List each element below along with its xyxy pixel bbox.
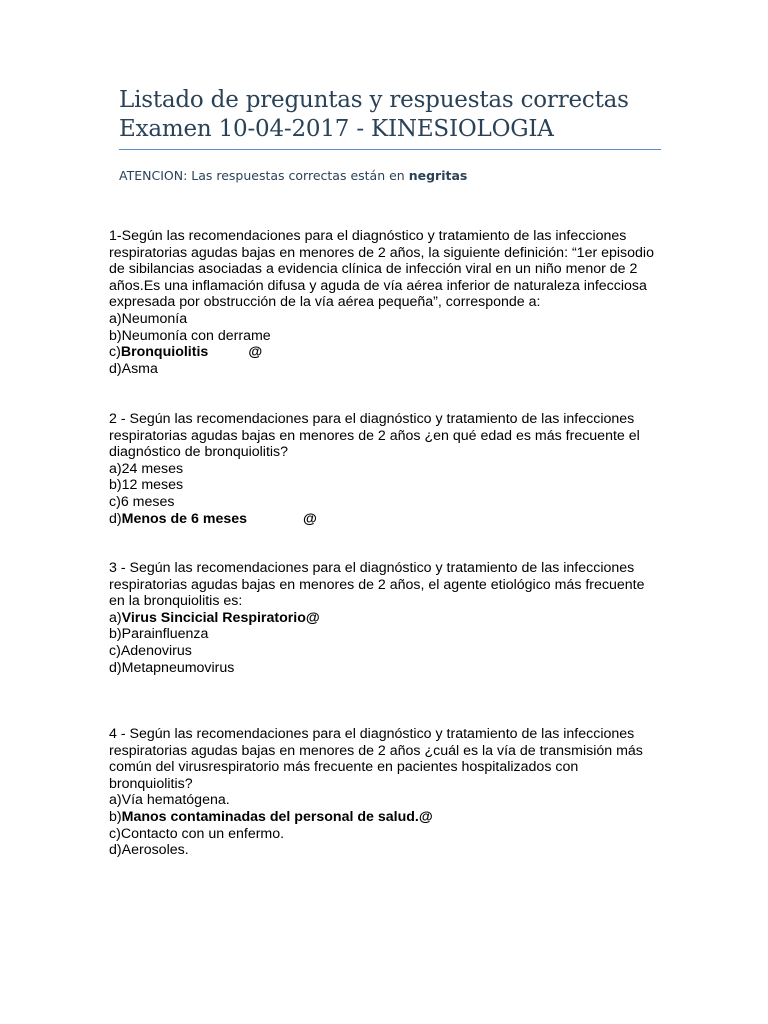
question-3 — [109, 560, 645, 676]
question-1-option-c-correct: c)Bronquiolitis @ — [109, 344, 263, 361]
question-2-text: 2 - Según las recomendaciones para el diagnóstico y tratamiento de las infecciones respiratorias agudas bajas en menores de 2 años ¿en qué edad es más frecuente el diagnóstico de bronquiolitis? — [109, 411, 640, 461]
question-1-option-a: a)Neumonía — [109, 310, 188, 327]
question-4 — [109, 726, 643, 859]
question-3-option-d: d)Metapneumovirus — [109, 659, 235, 676]
question-4-option-d: d)Aerosoles. — [109, 842, 189, 859]
question-1-option-d: d)Asma — [109, 360, 158, 377]
question-3-option-a-correct: a)Virus Sincicial Respiratorio@ — [109, 609, 320, 626]
correct-marker: @ — [248, 344, 263, 361]
notice-text — [119, 167, 467, 185]
question-3-option-c: c)Adenovirus — [109, 642, 192, 659]
notice-emphasis: negritas — [408, 168, 468, 183]
question-2-option-c: c)6 meses — [109, 493, 175, 510]
question-2 — [109, 411, 640, 527]
question-2-option-d-correct: d)Menos de 6 meses @ — [109, 510, 317, 527]
document-header — [119, 86, 661, 144]
question-3-text: 3 - Según las recomendaciones para el diagnóstico y tratamiento de las infecciones respiratorias agudas bajas en menores de 2 años, el agente etiológico más frecuente en la bronquiolitis es: — [109, 560, 645, 610]
question-4-option-c: c)Contacto con un enfermo. — [109, 825, 285, 842]
title-line-1: Listado de preguntas y respuestas correctas — [119, 87, 629, 113]
question-4-option-a: a)Vía hematógena. — [109, 792, 230, 809]
correct-marker: @ — [303, 510, 317, 527]
question-2-option-a: a)24 meses — [109, 460, 184, 477]
question-1 — [109, 228, 654, 377]
question-2-option-b: b)12 meses — [109, 477, 184, 494]
question-3-option-b: b)Parainfluenza — [109, 626, 209, 643]
notice-prefix: ATENCION: Las respuestas correctas están en — [119, 168, 409, 183]
question-1-option-b: b)Neumonía con derrame — [109, 327, 271, 344]
question-4-option-b-correct: b)Manos contaminadas del personal de salud.@ — [109, 808, 433, 825]
question-1-text: 1-Según las recomendaciones para el diagnóstico y tratamiento de las infecciones respiratorias agudas bajas en menores de 2 años, la siguiente definición: “1er episodio de sibilancias asociadas a evidencia clínica de infección viral en un niño menor de 2 años.Es una inflamación difusa y aguda de vía aérea inferior de naturaleza infecciosa expresada por obstrucción de la vía aérea pequeña”, corresponde a: — [109, 228, 654, 311]
question-4-text: 4 - Según las recomendaciones para el diagnóstico y tratamiento de las infecciones respiratorias agudas bajas en menores de 2 años ¿cuál es la vía de transmisión más común del virusrespiratorio más frecuente en pacientes hospitalizados con bronquiolitis? — [109, 726, 643, 792]
title-line-2: Examen 10-04-2017 - KINESIOLOGIA — [119, 116, 554, 142]
header-divider — [119, 149, 661, 150]
